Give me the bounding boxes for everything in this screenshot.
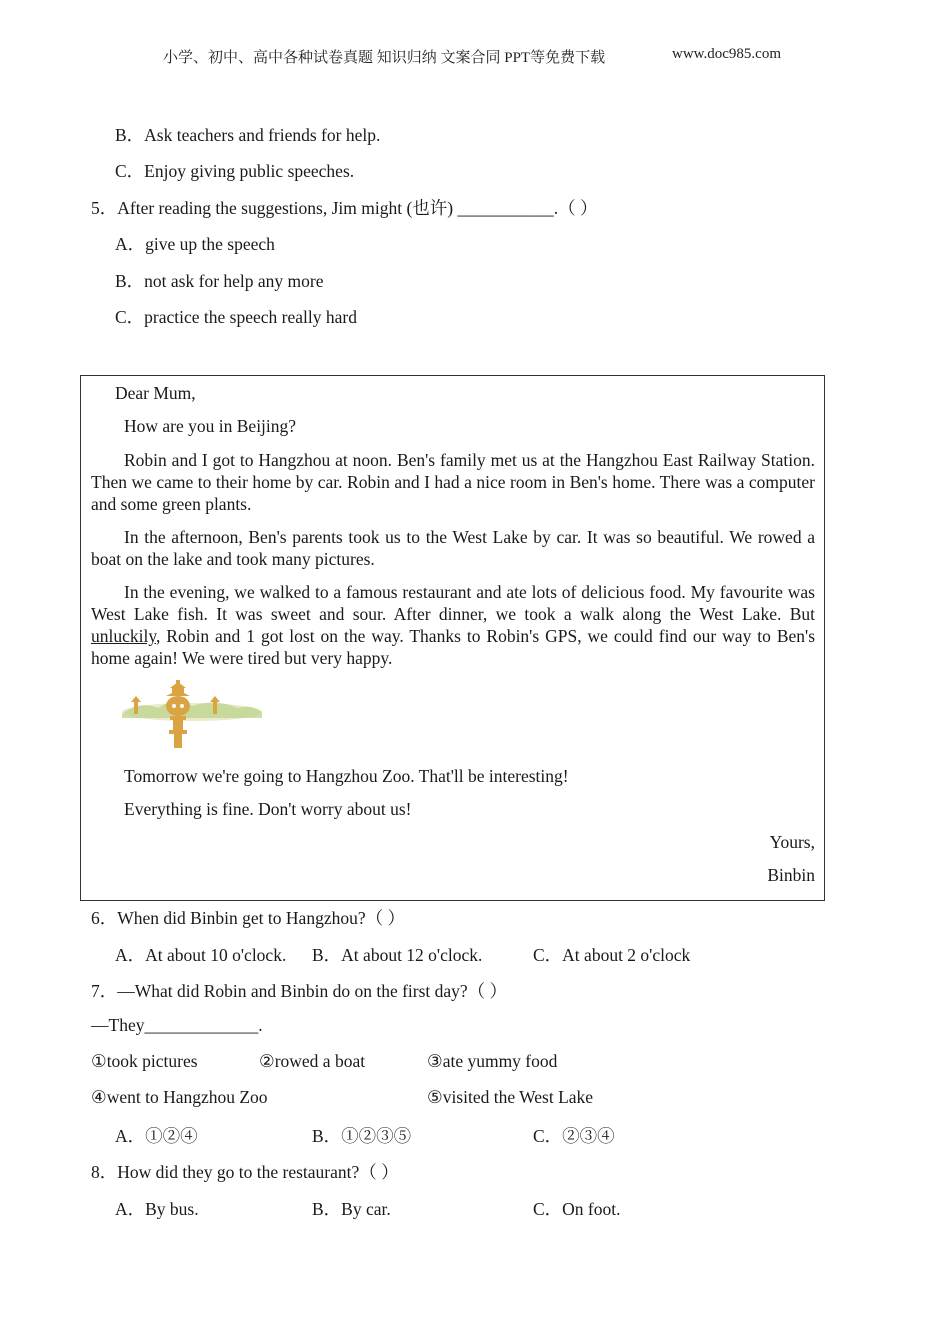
letter-paragraph-4: Tomorrow we're going to Hangzhou Zoo. That'll be interesting! bbox=[124, 766, 569, 786]
q6-option-b: B．At about 12 o'clock. bbox=[312, 945, 483, 965]
q5-option-a: A．give up the speech bbox=[115, 234, 275, 254]
q5-stem: 5．After reading the suggestions, Jim might (也许) ___________.（ ） bbox=[91, 198, 598, 218]
q6-stem: 6．When did Binbin get to Hangzhou?（ ） bbox=[91, 908, 405, 928]
q5-option-c: C．practice the speech really hard bbox=[115, 307, 357, 327]
q4-option-c: C．Enjoy giving public speeches. bbox=[115, 161, 355, 181]
q7-option-c: C．②③④ bbox=[533, 1126, 615, 1146]
q7-choice-1: ①took pictures bbox=[91, 1051, 198, 1071]
q4-option-b: B．Ask teachers and friends for help. bbox=[115, 125, 381, 145]
q6-option-a: A．At about 10 o'clock. bbox=[115, 945, 287, 965]
q7-choice-4: ④went to Hangzhou Zoo bbox=[91, 1087, 268, 1107]
q8-option-c: C．On foot. bbox=[533, 1199, 621, 1219]
paragraph-3-text-b: , Robin and 1 got lost on the way. Thanks to Robin's GPS, we could find our way to Ben's home again! We were tired but very happy. bbox=[91, 626, 815, 668]
header-url[interactable]: www.doc985.com bbox=[672, 46, 782, 62]
q7-answer-line: —They_____________. bbox=[91, 1015, 263, 1035]
underlined-word: unluckily bbox=[91, 626, 156, 646]
header-left-text: 小学、初中、高中各种试卷真题 知识归纳 文案合同 PPT等免费下载 bbox=[163, 50, 606, 66]
letter-paragraph-5: Everything is fine. Don't worry about us! bbox=[124, 799, 412, 819]
q6-option-c: C．At about 2 o'clock bbox=[533, 945, 691, 965]
q8-stem: 8．How did they go to the restaurant?（ ） bbox=[91, 1162, 399, 1182]
q8-option-b: B．By car. bbox=[312, 1199, 391, 1219]
letter-closing: Yours, bbox=[769, 832, 815, 852]
letter-signature: Binbin bbox=[767, 865, 815, 885]
q7-option-a: A．①②④ bbox=[115, 1126, 198, 1146]
q7-option-b: B．①②③⑤ bbox=[312, 1126, 412, 1146]
letter-greeting: Dear Mum, bbox=[115, 383, 196, 403]
letter-paragraph-3 bbox=[91, 581, 815, 669]
letter-paragraph-2: In the afternoon, Ben's parents took us to the West Lake by car. It was so beautiful. We rowed a boat on the lake and took many pictures. bbox=[91, 527, 815, 569]
q7-choice-2: ②rowed a boat bbox=[259, 1051, 366, 1071]
letter-line-1: How are you in Beijing? bbox=[124, 416, 297, 436]
q8-option-a: A．By bus. bbox=[115, 1199, 199, 1219]
q5-option-b: B．not ask for help any more bbox=[115, 271, 324, 291]
q7-choice-5: ⑤visited the West Lake bbox=[427, 1087, 594, 1107]
west-lake-pagoda-image bbox=[120, 678, 262, 752]
paragraph-3-text-a: In the evening, we walked to a famous restaurant and ate lots of delicious food. My favourite was West Lake fish. It was sweet and sour. After dinner, we took a walk along the West Lake. But bbox=[91, 582, 815, 624]
q7-stem: 7．—What did Robin and Binbin do on the first day?（ ） bbox=[91, 981, 508, 1001]
q7-choice-3: ③ate yummy food bbox=[427, 1051, 558, 1071]
letter-paragraph-1: Robin and I got to Hangzhou at noon. Ben's family met us at the Hangzhou East Railway Station. Then we came to their home by car. Robin and I had a nice room in Ben's home. There was a computer and some green plants. bbox=[91, 450, 815, 514]
